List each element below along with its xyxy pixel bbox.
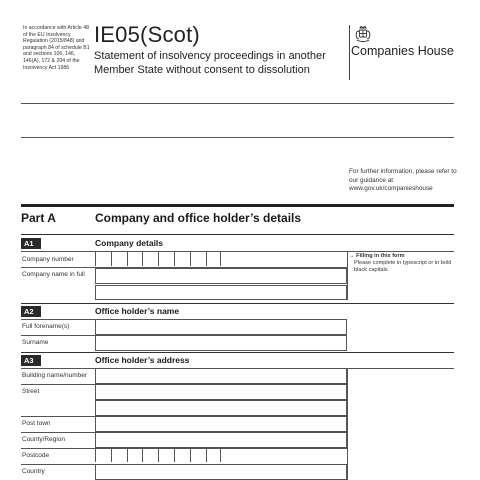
forenames-input[interactable]: [95, 319, 347, 335]
section-title-a1: Company details: [95, 238, 164, 248]
part-rule: [21, 204, 454, 207]
company-number-input[interactable]: [95, 252, 221, 266]
section-rule-a3: [21, 352, 454, 353]
side-column-divider: [347, 368, 348, 480]
field-label-forenames: Full forename(s): [22, 323, 70, 330]
legal-note: In accordance with Article 48 of the EU Insolvency Regulation (2015/848) and paragraph 84 of schedule B1 and sections 106, 146, 146(A), 172 & 204 of the Insolvency Act 1986: [23, 25, 90, 71]
char-box[interactable]: [206, 448, 222, 462]
guidance-body: Please complete in typescript or in bold black capitals.: [354, 260, 452, 273]
street-input[interactable]: [95, 384, 347, 400]
part-title: Company and office holder’s details: [95, 211, 302, 225]
side-column-rule: [347, 368, 454, 369]
field-label-street: Street: [22, 388, 40, 395]
brand-name: Companies House: [351, 44, 454, 58]
header-divider: [349, 25, 350, 80]
guidance-title: → Filling in this form: [349, 253, 405, 259]
county-input[interactable]: [95, 432, 347, 448]
char-box[interactable]: [142, 448, 158, 462]
header-rule: [21, 103, 454, 104]
further-info: For further information, please refer to our guidance at www.gov.uk/companieshouse: [349, 168, 457, 193]
guidance-rule: [347, 251, 454, 252]
char-box[interactable]: [158, 448, 174, 462]
char-box[interactable]: [190, 252, 206, 266]
field-label-building: Building name/number: [22, 372, 88, 379]
street-input-line2[interactable]: [95, 400, 347, 416]
royal-crest-icon: [353, 25, 373, 45]
guidance-note: [349, 253, 459, 274]
guidance-divider: [347, 251, 348, 300]
char-box[interactable]: [190, 448, 206, 462]
field-label-company-number: Company number: [22, 256, 74, 263]
section-code-a1: A1: [21, 238, 41, 249]
surname-input[interactable]: [95, 335, 347, 351]
char-box[interactable]: [158, 252, 174, 266]
section-rule-a2: [21, 303, 454, 304]
header-rule-2: [21, 137, 454, 138]
char-box[interactable]: [95, 252, 111, 266]
section-title-a2: Office holder’s name: [95, 306, 180, 316]
char-box[interactable]: [127, 252, 143, 266]
field-label-country: Country: [22, 468, 45, 475]
char-box[interactable]: [142, 252, 158, 266]
char-box[interactable]: [111, 448, 127, 462]
company-name-input-line2[interactable]: [95, 285, 347, 300]
form-title: Statement of insolvency proceedings in another Member State without consent to dissolution: [94, 50, 326, 76]
field-label-county: County/Region: [22, 436, 65, 443]
char-box[interactable]: [127, 448, 143, 462]
field-label-postcode: Postcode: [22, 452, 50, 459]
company-name-input[interactable]: [95, 268, 347, 284]
char-box[interactable]: [174, 448, 190, 462]
section-rule-a1: [21, 234, 454, 235]
char-box[interactable]: [206, 252, 222, 266]
section-title-a3: Office holder’s address: [95, 355, 190, 365]
form-code: IE05(Scot): [94, 22, 200, 47]
country-input[interactable]: [95, 464, 347, 480]
char-box[interactable]: [95, 448, 111, 462]
building-input[interactable]: [95, 368, 347, 384]
post-town-input[interactable]: [95, 416, 347, 432]
char-box[interactable]: [174, 252, 190, 266]
char-box[interactable]: [111, 252, 127, 266]
field-label-company-name: Company name in full: [22, 271, 85, 278]
part-label: Part A: [21, 211, 56, 225]
section-code-a2: A2: [21, 306, 41, 317]
field-label-post-town: Post town: [22, 420, 51, 427]
section-code-a3: A3: [21, 355, 41, 366]
field-label-surname: Surname: [22, 339, 49, 346]
postcode-input[interactable]: [95, 448, 221, 462]
